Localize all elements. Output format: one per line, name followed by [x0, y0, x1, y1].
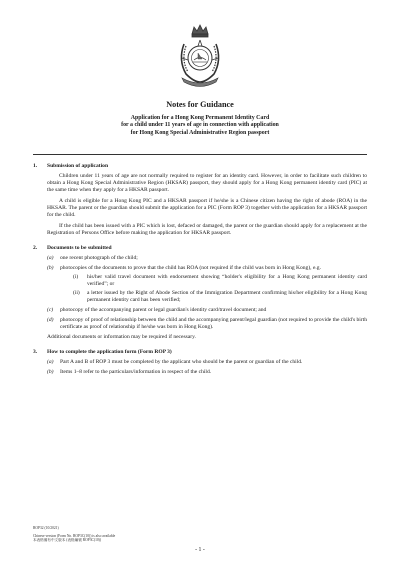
item-text: Part A and B of ROP 3 must be completed by the applicant who should be the parent or guardian of the child. [60, 359, 303, 365]
chinese-version-note: Chinese version (Form No. ROP3C(10)) is also available [33, 533, 116, 538]
subtitle-line: Application for a Hong Kong Permanent Identity Card [130, 115, 270, 121]
list-item [47, 369, 367, 376]
police-emblem-icon [172, 22, 228, 88]
sub-item [73, 274, 367, 288]
sub-item-text: his/her valid travel document with endorsement showing “holder's eligibility for a Hong Kong permanent identity card verified”; or [87, 274, 367, 287]
item-text: Items 1–8 refer to the particulars/information in respect of the child. [60, 369, 212, 375]
section-number: 3. [33, 349, 38, 355]
sub-item-label: (i) [73, 274, 79, 280]
paragraph: If the child has been issued with a PIC which is lost, defaced or damaged, the parent or the guardian should apply for a replacement at the Registration of Persons Office before making the application for HKSAR passport. [47, 223, 367, 236]
document-subtitle [40, 115, 360, 137]
item-label: (d) [47, 317, 54, 323]
item-label: (b) [47, 369, 54, 375]
list-item [47, 359, 367, 366]
section-number: 2. [33, 245, 38, 251]
document-title: Notes for Guidance [166, 100, 234, 109]
section-title: Submission of application [47, 163, 109, 169]
closing-note: Additional documents or information may be required if necessary. [47, 334, 196, 340]
page-number: - 1 - [195, 547, 205, 553]
subtitle-line: for Hong Kong Special Administrative Region passport [130, 129, 270, 136]
list-item [47, 307, 367, 314]
sub-item-text: a letter issued by the Right of Abode Section of the Immigration Department confirming his/her eligibility for a Hong Kong permanent identity card has been verified; [87, 290, 367, 303]
header-divider [33, 154, 367, 155]
list-item [47, 317, 367, 331]
sub-item-label: (ii) [73, 290, 80, 296]
item-body [60, 265, 367, 304]
chinese-version-note-zh: 本表格備有中文版本 (表格編號 ROP3C(10)) [33, 538, 102, 543]
section-number: 1. [33, 163, 38, 169]
sub-item [73, 290, 367, 304]
item-label: (a) [47, 255, 54, 261]
item-text: photocopies of the documents to prove that the child has ROA (not required if the child was born in Hong Kong), e.g. [60, 265, 321, 271]
item-text: photocopy of the accompanying parent or legal guardian's identity card/travel document; and [60, 307, 267, 313]
section-heading [33, 349, 367, 356]
section-heading [33, 163, 367, 170]
form-code: ROP32 (10/2021) [33, 526, 59, 530]
paragraph: A child is eligible for a Hong Kong PIC and a HKSAR passport if he/she is a Chinese citizen having the right of abode (ROA) in the HKSAR. The parent or the guardian should submit the application for a PIC (Form ROP 3) together with the application for a HKSAR passport for the child. [47, 198, 367, 218]
subtitle-line: for a child under 11 years of age in connection with application [121, 122, 279, 129]
paragraph: Children under 11 years of age are not normally required to register for an identity card. However, in order to facilitate such children to obtain a Hong Kong Special Administrative Region (HKSAR) passport, they should apply for a Hong Kong permanent identity card (PIC) at the same time when they apply for a HKSAR passport. [47, 173, 367, 193]
document-body [33, 163, 367, 379]
list-item [47, 265, 367, 304]
item-text: one recent photograph of the child; [60, 255, 138, 261]
section-title: How to complete the application form (Form ROP 3) [47, 349, 172, 355]
item-text: photocopy of proof of relationship between the child and the accompanying parent/legal guardian (not required to provide the child's birth certificate as proof of relationship if he/she was born in Hong Kong). [60, 317, 367, 330]
section-title: Documents to be submitted [47, 245, 112, 251]
item-label: (c) [47, 307, 54, 313]
section-heading [33, 245, 367, 252]
footer-notes [33, 526, 203, 543]
list-item [47, 255, 367, 262]
item-label: (a) [47, 359, 54, 365]
item-label: (b) [47, 265, 54, 271]
